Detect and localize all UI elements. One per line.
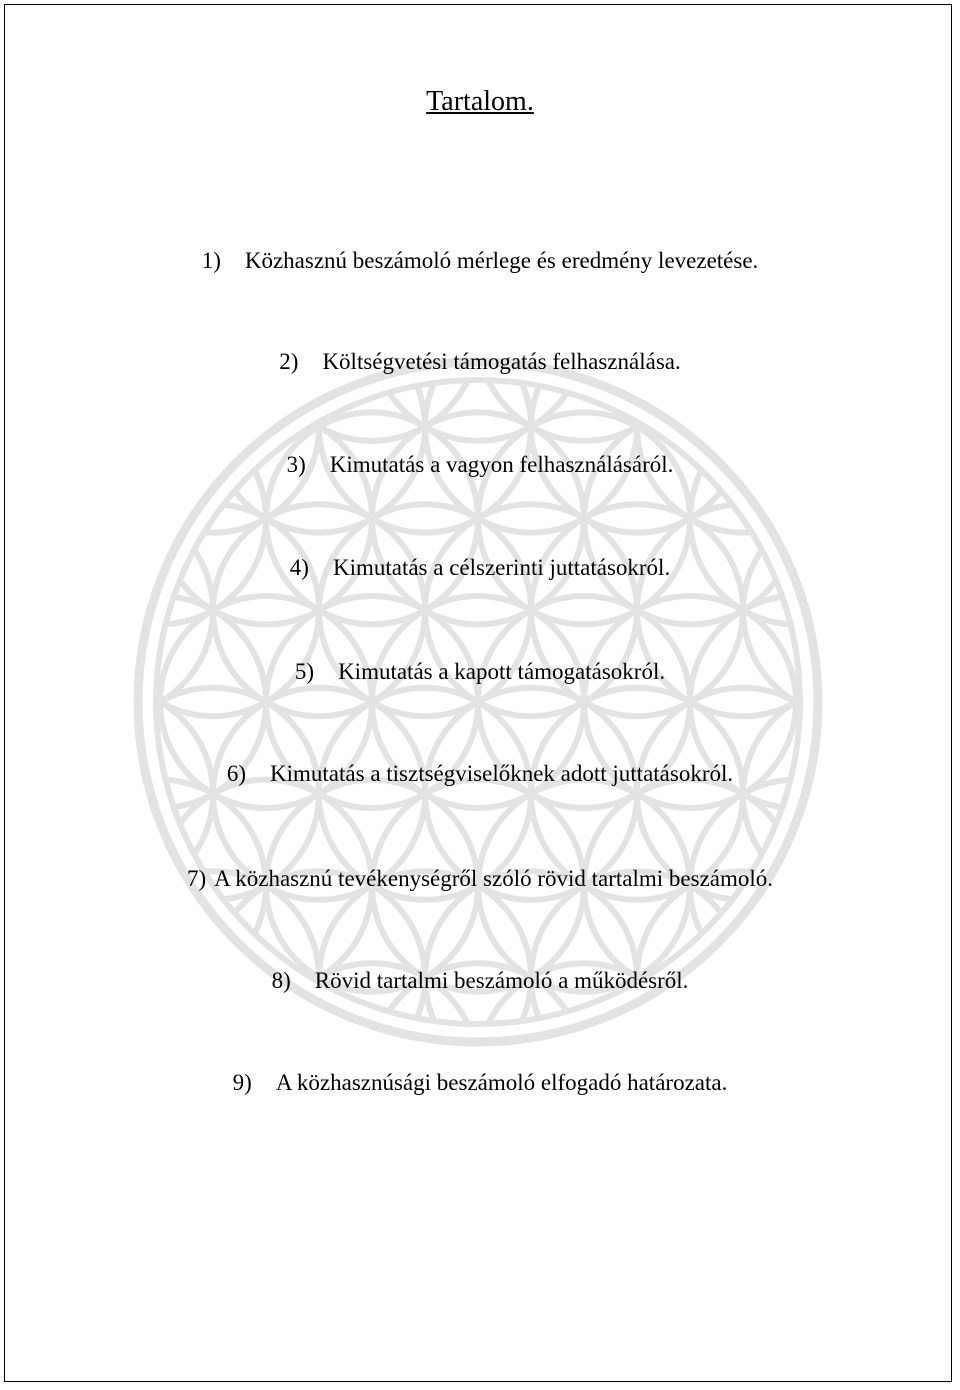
toc-item-6 [0, 761, 960, 787]
toc-item-number: 7) [186, 866, 207, 891]
toc-item-text: A közhasznú tevékenységről szóló rövid tartalmi beszámoló. [214, 866, 774, 891]
toc-item-text: Kimutatás a tisztségviselőknek adott juttatásokról. [270, 761, 734, 786]
toc-item-2 [0, 349, 960, 375]
toc-item-text: Kimutatás a célszerinti juttatásokról. [332, 555, 671, 580]
page-title: Tartalom. [426, 86, 534, 117]
toc-item-number: 6) [226, 761, 247, 786]
toc-item-text: A közhasznúsági beszámoló elfogadó határozata. [275, 1070, 728, 1095]
toc-item-number: 4) [289, 555, 309, 580]
toc-item-number: 9) [232, 1070, 252, 1095]
toc-item-number: 3) [286, 452, 306, 477]
toc-item-9 [0, 1070, 960, 1096]
toc-item-5 [0, 659, 960, 685]
toc-item-3 [0, 452, 960, 478]
toc-item-8 [0, 968, 960, 994]
toc-item-number: 5) [294, 659, 315, 684]
toc-item-number: 1) [201, 248, 221, 273]
toc-item-number: 2) [279, 349, 299, 374]
toc-item-text: Rövid tartalmi beszámoló a működésről. [314, 968, 689, 993]
toc-item-text: Közhasznú beszámoló mérlege és eredmény levezetése. [244, 248, 759, 273]
toc-item-text: Kimutatás a vagyon felhasználásáról. [329, 452, 674, 477]
toc-item-number: 8) [271, 968, 291, 993]
toc-item-1 [0, 248, 960, 274]
toc-item-text: Kimutatás a kapott támogatásokról. [338, 659, 666, 684]
toc-item-4 [0, 555, 960, 581]
toc-item-7 [0, 866, 960, 892]
toc-item-text: Költségvetési támogatás felhasználása. [322, 349, 681, 374]
